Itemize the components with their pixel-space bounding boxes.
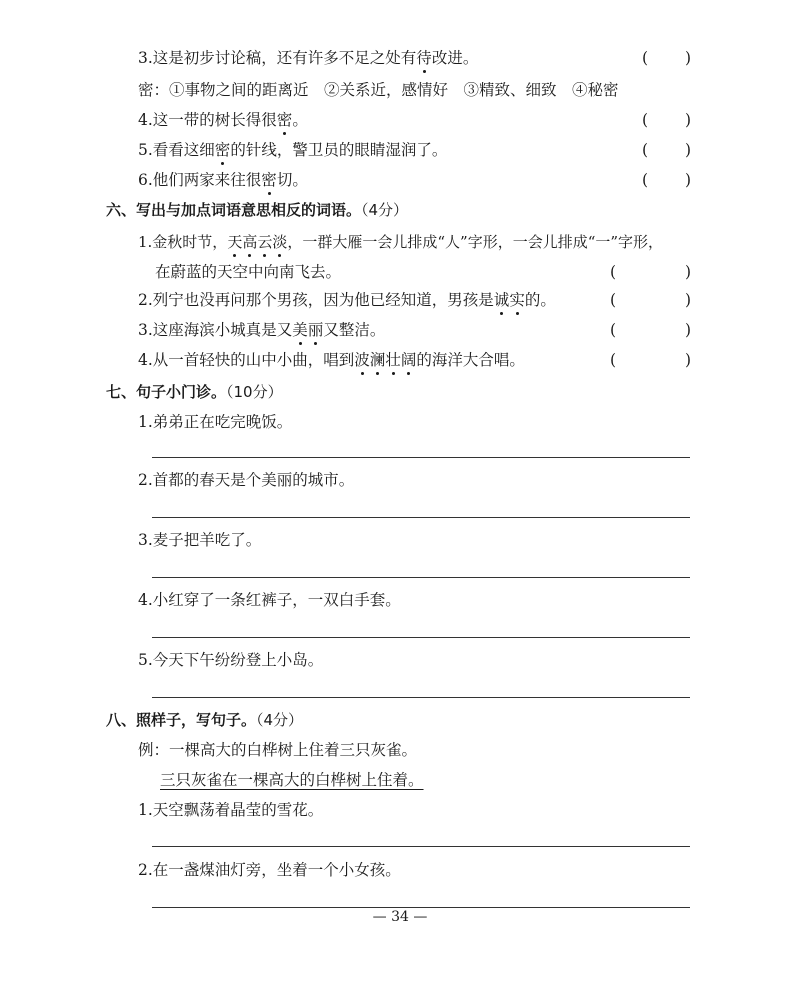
s6-q2: 2.列宁也没再问那个男孩，因为他已经知道，男孩是诚实的。 [138,291,556,309]
answer-line-s7-1[interactable] [152,457,690,458]
emphasis-dot-char: 天 [227,233,243,251]
section-6-heading: 六、写出与加点词语意思相反的词语。（4分） [106,201,409,219]
emphasis-dot-char: 波 [354,351,370,369]
answer-line-s8-1[interactable] [152,846,690,847]
answer-line-s7-5[interactable] [152,697,690,698]
s6-q4: 4.从一首轻快的山中小曲，唱到波澜壮阔的海洋大合唱。 [138,351,525,369]
emphasis-dot-char: 淡 [272,233,288,251]
section-8-heading: 八、照样子，写句子。（4分） [106,711,304,729]
s6-q1-line1: 1.金秋时节，天高云淡，一群大雁一会儿排成“人”字形，一会儿排成“一”字形， [138,233,664,251]
emphasis-dot-char: 待 [416,49,432,67]
s7-item-3: 3.麦子把羊吃了。 [138,531,262,549]
s8-example: 例：一棵高大的白桦树上住着三只灰雀。 [138,741,418,759]
answer-line-s7-3[interactable] [152,577,690,578]
answer-line-s8-2[interactable] [152,907,690,908]
s5-q6: 6.他们两家来往很密切。 [138,171,308,189]
emphasis-dot-char: 美 [292,321,308,339]
emphasis-dot-char: 密 [261,171,277,189]
emphasis-dot-char: 诚 [493,291,510,309]
s7-item-4: 4.小红穿了一条红裤子，一双白手套。 [138,591,401,609]
s5-q5: 5.看看这细密的针线，警卫员的眼睛湿润了。 [138,141,448,159]
s7-item-5: 5.今天下午纷纷登上小岛。 [138,651,324,669]
s7-item-1: 1.弟弟正在吃完晚饭。 [138,413,293,431]
section-7-heading: 七、句子小门诊。（10分） [106,383,283,401]
emphasis-dot-char: 澜 [369,351,386,369]
emphasis-dot-char: 丽 [307,321,324,339]
s5-q4: 4.这一带的树长得很密。 [138,111,308,129]
answer-line-s7-4[interactable] [152,637,690,638]
emphasis-dot-char: 壮 [385,351,401,369]
page-number: — 34 — [372,909,428,925]
s5-definition: 密：①事物之间的距离近 ②关系近，感情好 ③精致、细致 ④秘密 [138,81,619,99]
emphasis-dot-char: 实 [509,291,525,309]
s8-q2: 2.在一盏煤油灯旁，坐着一个小女孩。 [138,861,401,879]
s6-q1-line2: 在蔚蓝的天空中向南飞去。 [155,263,342,281]
emphasis-dot-char: 阔 [400,351,417,369]
s7-item-2: 2.首都的春天是个美丽的城市。 [138,471,355,489]
s8-q1: 1.天空飘荡着晶莹的雪花。 [138,801,324,819]
emphasis-dot-char: 云 [257,233,273,251]
emphasis-dot-char: 高 [242,233,258,251]
emphasis-dot-char: 密 [214,141,231,159]
s5-q3: 3.这是初步讨论稿，还有许多不足之处有待改进。 [138,49,479,67]
s6-q3: 3.这座海滨小城真是又美丽又整洁。 [138,321,386,339]
answer-line-s7-2[interactable] [152,517,690,518]
s8-example-answer: 三只灰雀在一棵高大的白桦树上住着。 [160,771,424,789]
emphasis-dot-char: 密 [276,111,293,129]
